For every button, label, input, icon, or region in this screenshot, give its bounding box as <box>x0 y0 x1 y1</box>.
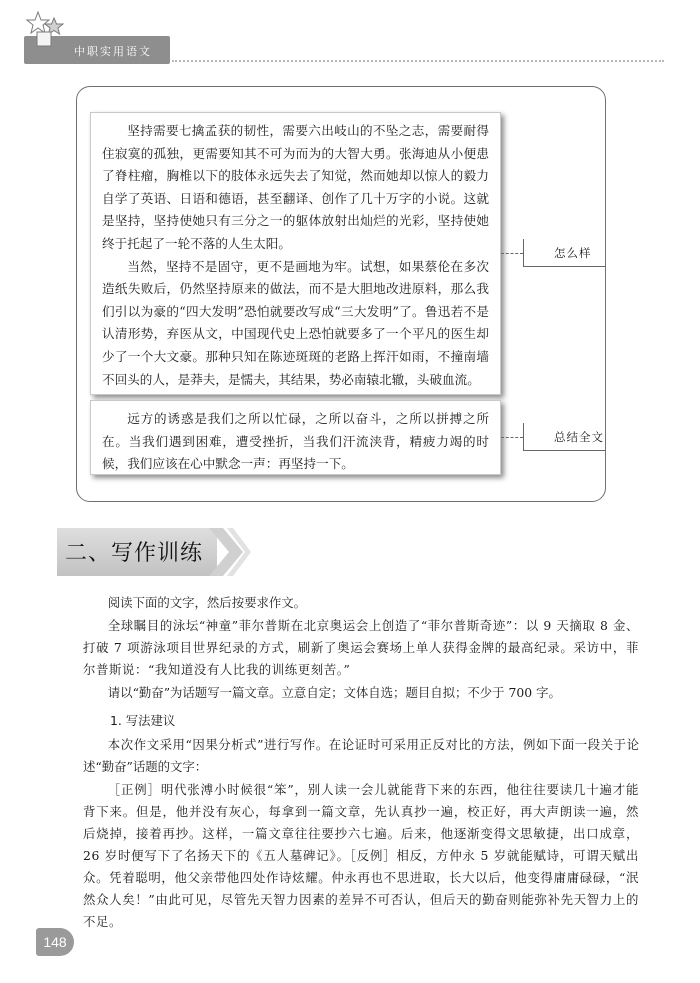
example-text: ［正例］明代张溥小时候很“笨”，别人读一会儿就能背下来的东西，他往往要读几十遍才能背下来。但是，他并没有灰心，每拿到一篇文章，先认真抄一遍，校正好，再大声朗读一遍，然后烧掉，接着再抄。这样，一篇文章往往要抄六七遍。后来，他逐渐变得文思敏捷，出口成章，26 岁时便写下了名扬天下的《五人墓碑记》。［反例］相反，方仲永 5 岁就能赋诗，可谓天赋出众。凭着聪明，他父亲带他四处作诗炫耀。仲永再也不思进取，长大以后，他变得庸庸碌碌，“泯然众人矣！”由此可见，尽管先天智力因素的差异不可否认，但后天的勤奋则能弥补先天智力上的不足。 <box>83 782 639 929</box>
section-title: 二、写作训练 <box>65 541 204 566</box>
stars-icon <box>26 10 66 50</box>
connector-line-2 <box>501 437 523 438</box>
book-title: 中职实用语文 <box>74 45 152 58</box>
subheading-method: 1. 写法建议 <box>110 713 176 728</box>
connector-line-1 <box>501 253 523 254</box>
chevron-right-icon <box>227 528 251 576</box>
essay-excerpt-box-2 <box>90 400 501 475</box>
excerpt-paragraph-2: 当然，坚持不是固守，更不是画地为牢。试想，如果蔡伦在多次造纸失败后，仍然坚持原来的做法，而不是大胆地改进原料，那么我们引以为豪的“四大发明”恐怕就要改写成“三大发明”了。鲁迅若不是认清形势，弃医从文，中国现代史上恐怕就要多了一个平凡的医生却少了一个大文豪。那种只知在陈迹斑斑的老路上挥汗如雨，不撞南墙不回头的人，是莽夫，是懦夫，其结果，势必南辕北辙，头破血流。 <box>102 258 489 387</box>
header-dotted-rule <box>172 60 664 62</box>
annotation-label-1 <box>523 239 605 267</box>
method-text: 本次作文采用“因果分析式”进行写作。在论证时可采用正反对比的方法，例如下面一段关于论述“勤奋”话题的文字： <box>83 737 639 774</box>
writing-task: 请以“勤奋”为话题写一篇文章。立意自定；文体自选；题目自拟；不少于 700 字。 <box>107 685 561 700</box>
annotation-label-2-text: 总结全文 <box>554 429 604 444</box>
annotation-label-1-text: 怎么样 <box>554 245 592 260</box>
book-header <box>24 10 170 64</box>
essay-excerpt-box-1 <box>90 112 501 395</box>
annotation-label-2 <box>523 423 605 451</box>
page-number: 148 <box>36 928 74 956</box>
reading-material: 全球瞩目的泳坛“神童”菲尔普斯在北京奥运会上创造了“菲尔普斯奇迹”：以 9 天摘取 8 金、打破 7 项游泳项目世界纪录的方式，刷新了奥运会赛场上单人获得金牌的最高纪录。采访中，菲尔普斯说：“我知道没有人比我的训练更刻苦。” <box>83 618 639 677</box>
section-banner <box>57 528 247 576</box>
intro-text: 阅读下面的文字，然后按要求作文。 <box>107 595 307 610</box>
excerpt-paragraph-3: 远方的诱惑是我们之所以忙碌，之所以奋斗，之所以拼搏之所在。当我们遇到困难，遭受挫折，当我们汗流浃背，精疲力竭的时候，我们应该在心中默念一声：再坚持一下。 <box>102 411 489 472</box>
excerpt-paragraph-1: 坚持需要七擒孟获的韧性，需要六出岐山的不坠之志，需要耐得住寂寞的孤独，更需要知其不可为而为的大智大勇。张海迪从小便患了脊柱瘤，胸椎以下的肢体永远失去了知觉，然而她却以惊人的毅力自学了英语、日语和德语，甚至翻译、创作了几十万字的小说。这就是坚持，坚持使她只有三分之一的躯体放射出灿烂的光彩，坚持使她终于托起了一轮不落的人生太阳。 <box>102 123 489 251</box>
